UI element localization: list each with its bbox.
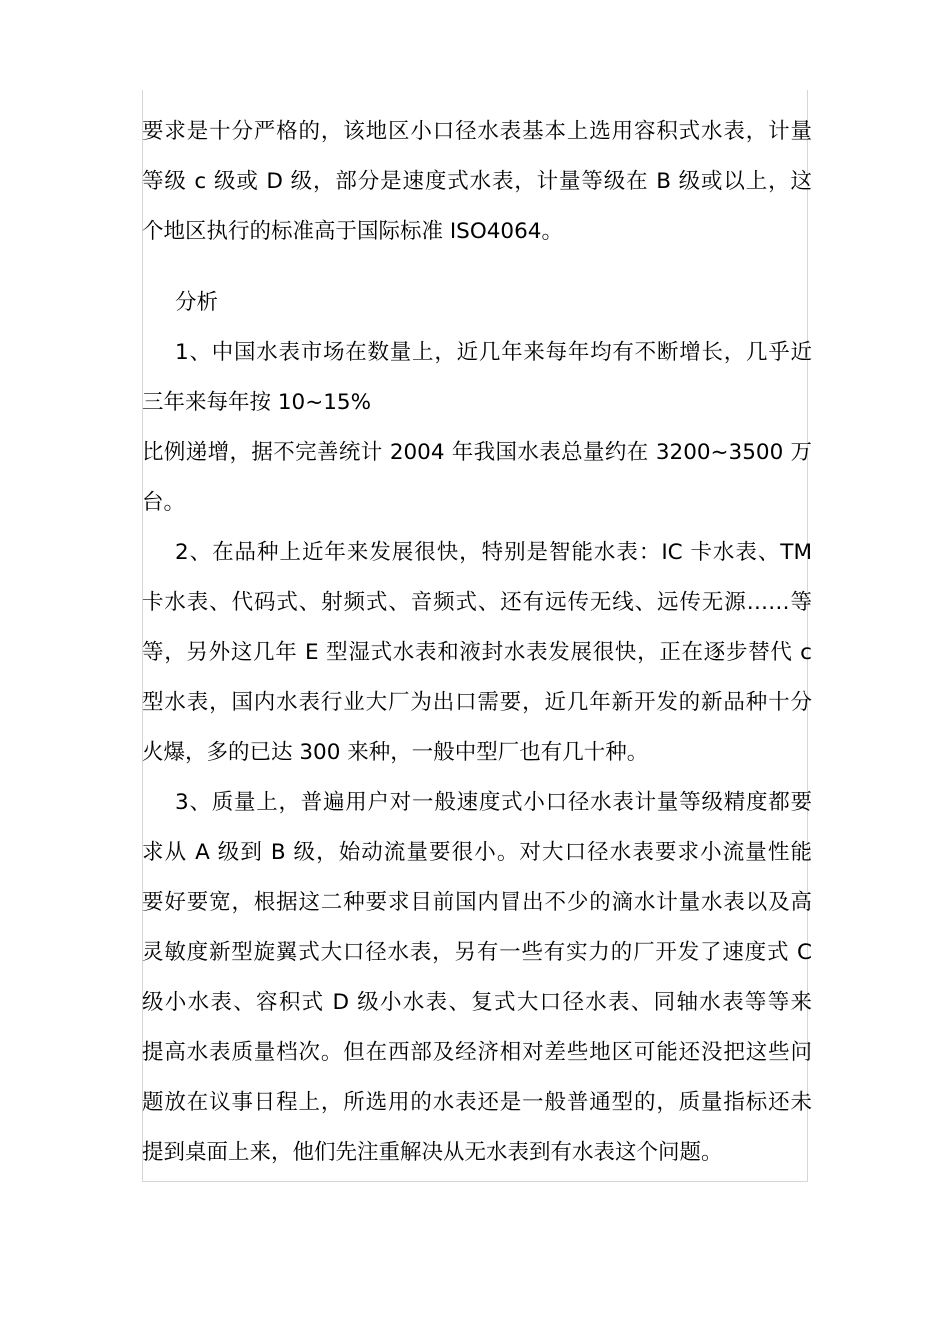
text-line: 要好要宽，根据这二种要求目前国内冒出不少的滴水计量水表以及高 [142,890,812,915]
text-line: 三年来每年按 10~15% [142,390,371,415]
text-line: 求从 A 级到 B 级，始动流量要很小。对大口径水表要求小流量性能 [142,840,812,865]
text-line: 个地区执行的标准高于国际标准 ISO4064。 [142,219,563,244]
text-line: 卡水表、代码式、射频式、音频式、还有远传无线、远传无源……等 [142,590,812,615]
text-line: 比例递增，据不完善统计 2004 年我国水表总量约在 3200~3500 万 [142,440,812,465]
text-line: 灵敏度新型旋翼式大口径水表，另有一些有实力的厂开发了速度式 C [142,940,812,965]
text-line: 等，另外这几年 E 型湿式水表和液封水表发展很快，正在逐步替代 c [142,640,812,665]
section-heading: 分析 [175,290,219,315]
text-line: 题放在议事日程上，所选用的水表还是一般普通型的，质量指标还未 [142,1090,812,1115]
text-line: 火爆，多的已达 300 来种，一般中型厂也有几十种。 [142,740,649,765]
text-line: 3、质量上，普遍用户对一般速度式小口径水表计量等级精度都要 [175,790,812,815]
text-line: 提到桌面上来，他们先注重解决从无水表到有水表这个问题。 [142,1140,723,1165]
text-line: 型水表，国内水表行业大厂为出口需要，近几年新开发的新品种十分 [142,690,812,715]
text-line: 提高水表质量档次。但在西部及经济相对差些地区可能还没把这些问 [142,1040,812,1065]
text-line: 台。 [142,490,186,515]
text-line: 2、在品种上近年来发展很快，特别是智能水表：IC 卡水表、TM [175,540,812,565]
text-line: 1、中国水表市场在数量上，近几年来每年均有不断增长，几乎近 [175,340,812,365]
text-line: 要求是十分严格的，该地区小口径水表基本上选用容积式水表，计量 [142,119,812,144]
text-line: 等级 c 级或 D 级，部分是速度式水表，计量等级在 B 级或以上，这 [142,169,812,194]
document-text-frame [142,90,808,1182]
text-line: 级小水表、容积式 D 级小水表、复式大口径水表、同轴水表等等来 [142,990,812,1015]
